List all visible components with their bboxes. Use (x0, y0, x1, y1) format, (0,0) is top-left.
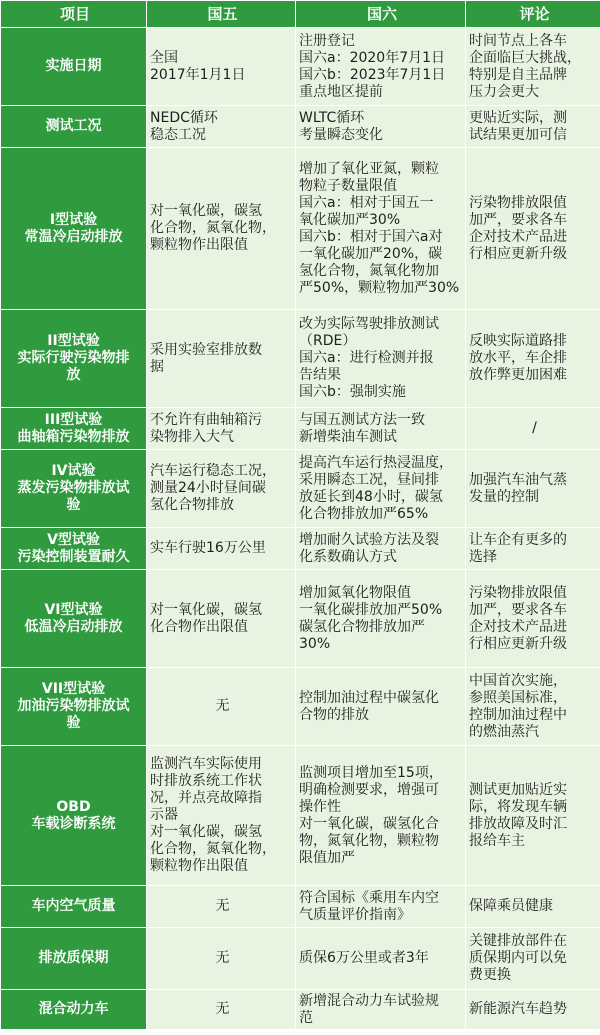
comment-cell-line: 费更换 (469, 967, 511, 983)
row-label-line: 污染控制装置耐久 (17, 548, 130, 565)
header-item: 项目 (1, 1, 147, 28)
guo5-cell-line: 化合物，氮氧化物， (150, 220, 276, 236)
guo5-cell (147, 450, 296, 528)
guo5-cell-line: 对一氧化碳，碳氢 (150, 203, 262, 219)
comment-cell-line: 中国首次实施， (469, 672, 567, 689)
table-row (1, 746, 600, 886)
guo5-cell (147, 528, 296, 570)
guo5-cell-line: 据 (150, 358, 164, 375)
row-label-line: 低温冷启动排放 (24, 618, 123, 635)
comment-cell-line: 压力会更大 (469, 83, 539, 100)
guo6-cell-line: 改为实际驾驶排放测试 (299, 316, 439, 332)
guo6-cell-line: 国六a：相对于国五一 (299, 194, 434, 211)
guo6-cell-line: 国六a：进行检测并报 (299, 350, 434, 366)
comment-cell-line: 关键排放部件在 (469, 933, 567, 949)
guo5-cell-line: 实车行驶16万公里 (150, 540, 266, 556)
table-row (1, 928, 600, 990)
comment-cell-line: 污染物排放限值 (469, 584, 567, 601)
comment-cell (466, 28, 600, 106)
row-label (1, 928, 147, 990)
table-row (1, 310, 600, 408)
table-row (1, 408, 600, 450)
guo6-cell (296, 106, 466, 148)
guo6-cell (296, 528, 466, 570)
row-label (1, 408, 147, 450)
comment-cell-line: 加严，要求各车 (469, 601, 567, 618)
guo6-cell-line: WLTC循环 (299, 109, 365, 126)
comment-cell-line: 控制加油过程中 (469, 706, 567, 723)
row-label-line: 车内空气质量 (31, 898, 116, 914)
comment-cell-line: 加严，要求各车 (469, 211, 567, 228)
row-label-line: 常温冷启动排放 (24, 228, 123, 245)
comment-cell-line: 污染物排放限值 (469, 194, 567, 211)
guo6-cell (296, 668, 466, 746)
guo6-cell (296, 408, 466, 450)
row-label-line: 放 (66, 367, 81, 383)
guo6-cell-line: 增加了氧化亚氮，颗粒 (299, 160, 439, 177)
guo6-cell-line: 放延长到48小时，碳氢 (299, 488, 443, 505)
row-label (1, 990, 147, 1030)
row-label (1, 106, 147, 148)
guo6-cell-line: 增加耐久试验方法及裂 (299, 531, 439, 548)
comment-cell-line: 际，将发现车辆 (469, 798, 567, 815)
guo6-cell-line: 碳氢化合物排放加严 (299, 618, 425, 635)
row-label-line: II型试验 (47, 333, 100, 349)
guo6-cell-line: 考量瞬态变化 (299, 126, 383, 143)
guo6-cell (296, 570, 466, 668)
comment-cell (466, 106, 600, 148)
guo6-cell-line: 增加氮氧化物限值 (299, 584, 411, 601)
guo6-cell-line: 监测项目增加至15项， (299, 764, 443, 781)
row-label-line: 车载诊断系统 (31, 815, 116, 832)
row-label-line: VII型试验 (41, 681, 106, 697)
comment-cell-line: 企面临巨大挑战， (469, 49, 581, 66)
guo6-cell-line: 化合物排放加严65% (299, 505, 429, 522)
guo5-cell-line: 无 (215, 1001, 230, 1017)
guo6-cell-line: 新增混合动力车试验规 (299, 992, 439, 1009)
comment-cell-line: 测试更加贴近实 (469, 781, 567, 798)
guo6-cell-line: 控制加油过程中碳氢化 (299, 689, 439, 706)
comment-cell-line: 试结果更加可信 (469, 126, 567, 143)
guo6-cell-line: 氢化合物，氮氧化物加 (299, 262, 439, 279)
guo5-cell-line: 采用实验室排放数 (150, 341, 262, 358)
table-row (1, 886, 600, 928)
guo5-cell (147, 310, 296, 408)
comment-cell (466, 928, 600, 990)
comment-cell-line: 让车企有更多的 (469, 531, 567, 548)
row-label-line: OBD (56, 798, 91, 815)
guo6-cell-line: 告结果 (299, 367, 341, 383)
comment-cell (466, 408, 600, 450)
comment-cell-line: / (532, 420, 537, 436)
guo5-cell-line: 稳态工况 (150, 126, 206, 143)
comment-cell-line: 放水平，车企排 (469, 350, 567, 366)
table-row (1, 570, 600, 668)
row-label (1, 746, 147, 886)
guo6-cell-line: 对一氧化碳，碳氢化合 (299, 815, 439, 832)
guo6-cell-line: 与国五测试方法一致 (299, 411, 425, 428)
guo5-cell-line: 颗粒物作出限值 (150, 858, 248, 874)
comment-cell (466, 148, 600, 310)
row-label (1, 28, 147, 106)
guo5-cell-line: 示器 (150, 807, 178, 823)
guo6-cell-line: 一氧化碳排放加严50% (299, 601, 443, 618)
guo5-cell-line: 全国 (150, 49, 178, 66)
row-label-line: 实施日期 (45, 58, 102, 74)
guo6-cell-line: 操作性 (299, 798, 341, 815)
guo6-cell-line: 注册登记 (299, 32, 355, 49)
row-label-line: 测试工况 (45, 118, 102, 134)
guo6-cell-line: 一氧化碳加严20%，碳 (299, 245, 443, 262)
row-label (1, 528, 147, 570)
guo5-cell-line: 化合物作出限值 (150, 618, 248, 635)
row-label-line: I型试验 (49, 211, 98, 228)
comment-cell-line: 放作弊更加困难 (469, 367, 567, 383)
guo5-cell-line: 况，并点亮故障指 (150, 790, 262, 806)
comment-cell-line: 报给车主 (469, 832, 525, 849)
row-label-line: 曲轴箱污染物排放 (17, 428, 130, 445)
header-guo5: 国五 (147, 1, 296, 28)
comment-cell-line: 企对技术产品进 (469, 618, 567, 635)
comment-cell (466, 668, 600, 746)
row-label (1, 668, 147, 746)
comment-cell-line: 时间节点上各车 (469, 32, 567, 49)
guo6-cell-line: 气质量评价指南》 (299, 906, 411, 923)
guo6-cell-line: 提高汽车运行热浸温度， (299, 454, 453, 471)
table-row (1, 528, 600, 570)
row-label-line: III型试验 (44, 411, 103, 428)
guo6-cell-line: （RDE） (299, 333, 357, 349)
comment-cell-line: 的燃油蒸汽 (469, 723, 539, 740)
comment-cell-line: 加强汽车油气蒸 (469, 471, 567, 488)
guo5-cell (147, 106, 296, 148)
guo5-cell (147, 886, 296, 928)
comment-cell-line: 质保期内可以免 (469, 950, 567, 966)
comment-cell (466, 528, 600, 570)
guo6-cell-line: 严50%，颗粒物加严30% (299, 279, 460, 296)
comment-cell (466, 570, 600, 668)
guo5-cell-line: 测量24小时昼间碳 (150, 480, 266, 496)
row-label-line: 实际行驶污染物排 (17, 350, 130, 366)
guo5-cell-line: 对一氧化碳，碳氢 (150, 824, 262, 840)
guo6-cell-line: 范 (299, 1009, 313, 1026)
guo6-cell (296, 450, 466, 528)
guo5-cell-line: 无 (215, 950, 230, 966)
comment-cell (466, 990, 600, 1030)
row-label-line: IV试验 (51, 463, 96, 479)
comment-cell-line: 特别是自主品牌 (469, 66, 567, 83)
guo6-cell (296, 886, 466, 928)
guo6-cell-line: 30% (299, 635, 331, 652)
guo6-cell-line: 新增柴油车测试 (299, 428, 397, 445)
row-label (1, 450, 147, 528)
comment-cell-line: 参照美国标准， (469, 689, 567, 706)
table-row (1, 450, 600, 528)
guo6-cell-line: 国六a：2020年7月1日 (299, 49, 446, 66)
comment-cell (466, 310, 600, 408)
guo5-cell-line: 染物排入大气 (150, 428, 234, 445)
comment-cell-line: 新能源汽车趋势 (469, 1001, 567, 1017)
comment-cell-line: 更贴近实际，测 (469, 109, 567, 126)
guo6-cell (296, 746, 466, 886)
guo6-cell-line: 符合国标《乘用车内空 (299, 889, 439, 906)
guo6-cell-line: 限值加严 (299, 849, 355, 866)
row-label-line: 验 (66, 497, 81, 513)
guo6-cell (296, 148, 466, 310)
row-label-line: 排放质保期 (38, 950, 109, 966)
row-label (1, 148, 147, 310)
guo5-cell-line: 氢化合物排放 (150, 497, 234, 513)
row-label-line: 验 (66, 715, 81, 731)
guo6-cell (296, 310, 466, 408)
row-label (1, 570, 147, 668)
guo6-cell-line: 采用瞬态工况，昼间排 (299, 471, 439, 488)
guo5-cell-line: 2017年1月1日 (150, 66, 246, 83)
comment-cell (466, 746, 600, 886)
guo5-cell (147, 570, 296, 668)
comment-cell-line: 保障乘员健康 (469, 898, 553, 914)
table-header-row (1, 1, 600, 28)
guo6-cell-line: 物，氮氧化物，颗粒物 (299, 832, 439, 849)
guo5-cell-line: 颗粒物作出限值 (150, 237, 248, 253)
guo5-cell-line: 无 (215, 698, 230, 714)
row-label-line: 蒸发污染物排放试 (17, 480, 130, 496)
table-row (1, 990, 600, 1030)
comment-cell-line: 反映实际道路排 (469, 333, 567, 349)
guo5-cell-line: 无 (215, 898, 230, 914)
guo5-cell (147, 28, 296, 106)
guo6-cell-line: 国六b：强制实施 (299, 384, 406, 400)
guo5-cell-line: NEDC循环 (150, 109, 218, 126)
guo6-cell-line: 国六b：2023年7月1日 (299, 66, 446, 83)
guo5-cell-line: 化合物，氮氧化物， (150, 841, 276, 857)
guo5-cell-line: 汽车运行稳态工况， (150, 463, 276, 479)
comment-cell-line: 行相应更新升级 (469, 245, 567, 262)
row-label-line: V型试验 (47, 531, 100, 548)
comment-cell-line: 发量的控制 (469, 488, 539, 505)
table-row (1, 668, 600, 746)
guo5-cell (147, 928, 296, 990)
guo5-cell-line: 不允许有曲轴箱污 (150, 411, 262, 428)
guo6-cell-line: 物粒子数量限值 (299, 177, 397, 194)
row-label (1, 886, 147, 928)
guo5-cell (147, 990, 296, 1030)
row-label-line: VI型试验 (44, 601, 103, 618)
guo5-cell (147, 668, 296, 746)
row-label-line: 混合动力车 (38, 1001, 109, 1017)
table-row (1, 28, 600, 106)
comment-cell (466, 886, 600, 928)
guo6-cell-line: 国六b：相对于国六a对 (299, 228, 443, 245)
guo5-cell-line: 监测汽车实际使用 (150, 756, 262, 772)
guo6-cell (296, 28, 466, 106)
comment-cell-line: 企对技术产品进 (469, 228, 567, 245)
comment-cell-line: 选择 (469, 548, 497, 565)
row-label-line: 加油污染物排放试 (17, 698, 130, 714)
row-label (1, 310, 147, 408)
guo6-cell-line: 重点地区提前 (299, 83, 383, 100)
guo6-cell (296, 928, 466, 990)
guo5-cell-line: 时排放系统工作状 (150, 773, 262, 789)
guo5-cell (147, 746, 296, 886)
table-row (1, 106, 600, 148)
comment-cell-line: 行相应更新升级 (469, 635, 567, 652)
header-guo6: 国六 (296, 1, 466, 28)
guo5-cell (147, 148, 296, 310)
guo5-cell-line: 对一氧化碳，碳氢 (150, 601, 262, 618)
guo6-cell (296, 990, 466, 1030)
comment-cell (466, 450, 600, 528)
guo6-cell-line: 合物的排放 (299, 706, 369, 723)
header-comment: 评论 (466, 1, 600, 28)
guo6-cell-line: 质保6万公里或者3年 (299, 950, 429, 966)
guo6-cell-line: 明确检测要求，增强可 (299, 781, 439, 798)
guo6-cell-line: 化系数确认方式 (299, 548, 397, 565)
table-row (1, 148, 600, 310)
guo5-cell (147, 408, 296, 450)
guo6-cell-line: 氧化碳加严30% (299, 211, 401, 228)
comment-cell-line: 排放故障及时汇 (469, 815, 567, 832)
